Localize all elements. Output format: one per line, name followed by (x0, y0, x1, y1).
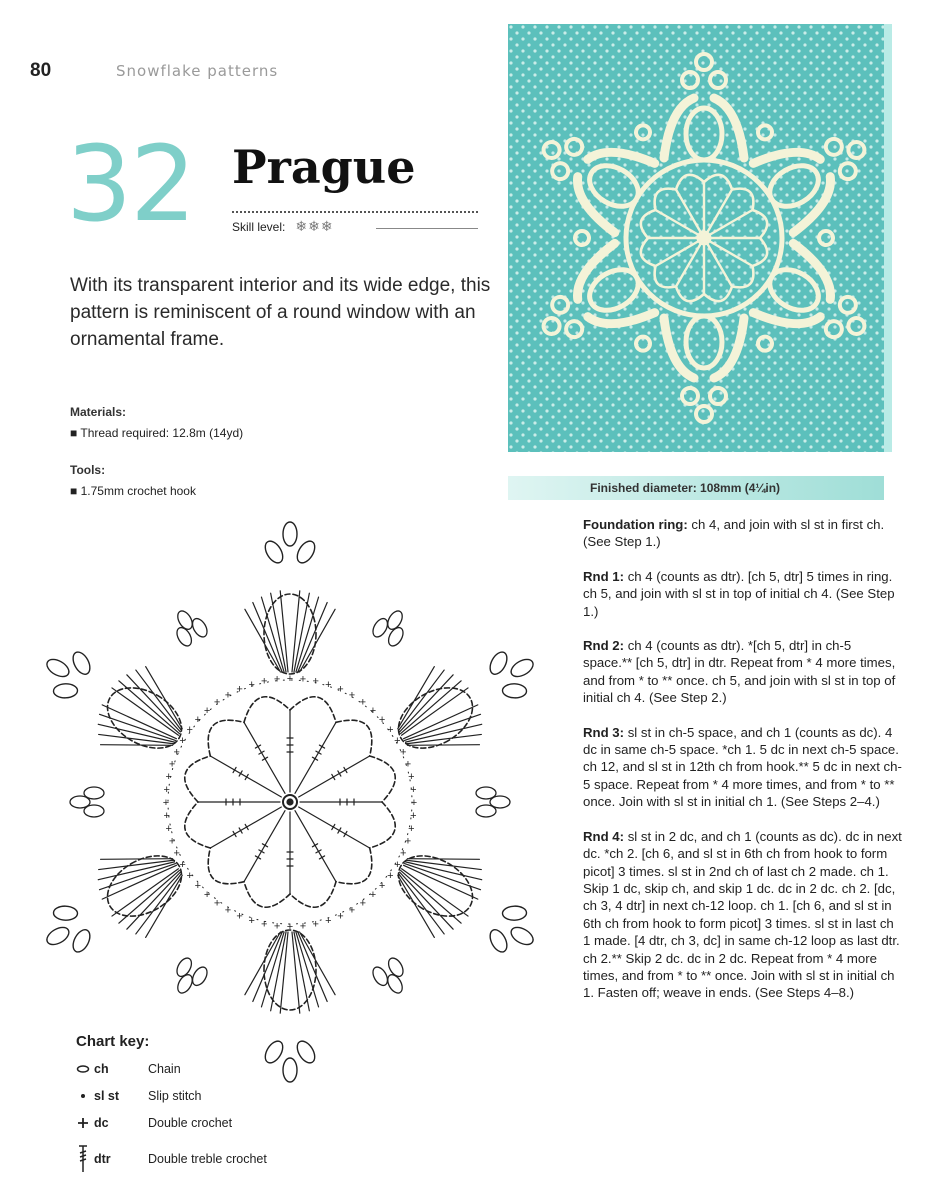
snowflake-icon: ❄ (295, 218, 309, 234)
chart-key-name: Chain (148, 1062, 181, 1076)
skill-level-label: Skill level: (232, 219, 286, 234)
dc-mark: + (162, 797, 170, 809)
dc-mark: + (325, 679, 332, 692)
side-picot-cluster (167, 956, 210, 1000)
dc-mark: + (387, 724, 394, 737)
dc-mark: + (248, 679, 255, 692)
chain-arc (370, 756, 396, 802)
plus-icon (72, 1116, 94, 1130)
chart-key-name: Slip stitch (148, 1089, 202, 1103)
chain-arc (185, 756, 211, 802)
picot (44, 924, 72, 948)
chain-arc (244, 697, 290, 723)
dtr-spoke (244, 811, 285, 882)
dc-mark: + (168, 835, 176, 848)
picot (370, 616, 390, 639)
dc-mark: + (236, 683, 243, 696)
dc-mark: + (165, 771, 172, 784)
dc-mark: + (378, 879, 386, 892)
pattern-number: 32 (66, 123, 195, 245)
instructions (583, 516, 903, 1019)
dot-icon (72, 1091, 94, 1101)
chart-arm (245, 930, 335, 1082)
title-divider (232, 211, 478, 213)
picot (385, 608, 405, 631)
dc-mark: + (394, 735, 401, 747)
dc-mark: + (179, 859, 186, 871)
fan-dtr (261, 597, 284, 672)
picot (70, 649, 94, 677)
chain-arc (208, 848, 244, 884)
instruction-heading: Rnd 1: (583, 568, 625, 584)
instruction-heading: Rnd 4: (583, 828, 625, 844)
dtr-stitch-icon (72, 1144, 94, 1174)
dc-mark: + (299, 920, 307, 933)
dc-mark: + (168, 758, 176, 771)
dc-mark: + (163, 809, 170, 822)
chart-key-name: Double treble crochet (148, 1152, 267, 1166)
dc-mark: + (325, 914, 332, 927)
dc-mark: + (286, 921, 294, 933)
ch12-loop (264, 930, 316, 1010)
dc-mark: + (213, 897, 221, 910)
chain-arc (336, 720, 372, 756)
chain-arc (336, 848, 372, 884)
tools-label: Tools: (70, 463, 106, 477)
dc-mark: + (369, 889, 377, 902)
picot (508, 924, 536, 948)
dc-mark: + (400, 847, 407, 860)
chart-key-title: Chart key: (76, 1033, 150, 1050)
materials-label: Materials: (70, 405, 127, 419)
chart-key-abbr: dtr (94, 1152, 111, 1166)
picot (53, 906, 77, 921)
dc-mark: + (359, 696, 367, 709)
dc-mark: + (203, 704, 211, 717)
picot (70, 927, 94, 955)
fan-dtr (296, 597, 319, 672)
dc-mark: + (273, 673, 281, 686)
chart-key-item (72, 1062, 181, 1076)
side-picot-cluster (70, 787, 104, 817)
snowflake-photo (508, 24, 884, 452)
dc-mark: + (410, 784, 417, 797)
dc-mark: + (248, 914, 255, 927)
dtr-spoke (244, 722, 285, 793)
dc-mark: + (348, 689, 356, 702)
chain-arc (185, 802, 211, 848)
chart-key-abbr: dc (94, 1116, 109, 1130)
dc-mark: + (410, 809, 417, 822)
skill-level (232, 218, 334, 235)
dc-mark: + (261, 918, 268, 931)
chain-arc (290, 697, 336, 723)
dc-mark: + (400, 746, 407, 759)
dc-mark: + (378, 714, 386, 727)
picot (70, 796, 90, 808)
snowflake-icon: ❄ (308, 218, 321, 234)
dc-mark: + (387, 869, 394, 882)
dc-mark: + (312, 675, 319, 688)
chart-key-item (72, 1144, 267, 1174)
dc-mark: + (408, 771, 415, 784)
materials-item-text: Thread required: 12.8m (14yd) (80, 426, 244, 440)
dc-mark: + (286, 673, 294, 685)
dtr-spoke (295, 811, 336, 882)
dc-mark: + (194, 714, 202, 727)
picot (190, 616, 210, 639)
snowflake-icon: ❄ (320, 218, 334, 234)
dc-mark: + (203, 889, 211, 902)
side-picot-cluster (476, 787, 510, 817)
instruction-heading: Foundation ring: (583, 517, 688, 532)
dc-mark: + (273, 920, 281, 933)
dc-mark: + (261, 675, 268, 688)
picot (190, 965, 210, 988)
chart-key-name: Double crochet (148, 1116, 233, 1130)
picot (508, 656, 536, 680)
dc-mark: + (224, 689, 232, 702)
dc-mark: + (337, 910, 344, 923)
dc-mark: + (404, 835, 412, 848)
chain-arc (208, 720, 244, 756)
chain-arc (290, 882, 336, 908)
chain-arc (244, 882, 290, 908)
pattern-name: Prague (232, 140, 416, 194)
picot (294, 1038, 319, 1066)
center-dot (287, 799, 293, 805)
side-picot-cluster (370, 956, 413, 1000)
dc-mark: + (410, 797, 418, 809)
dc-mark: + (408, 822, 415, 835)
picot (262, 538, 287, 566)
picot (175, 972, 195, 995)
dc-mark: + (213, 696, 221, 709)
instruction-text: ch 4 (counts as dtr). [ch 5, dtr] 5 times in ring. ch 5, and join with sl st in top of initial ch 4. (See Step 1.) (583, 568, 895, 619)
instruction-paragraph (583, 568, 903, 620)
photo-edge (884, 24, 892, 452)
dtr-spoke (299, 756, 370, 797)
dc-mark: + (236, 910, 243, 923)
ch12-loop (264, 594, 316, 674)
instruction-text: ch 4 (counts as dtr). *[ch 5, dtr] in ch-5 space.** [ch 5, dtr] in dtr. Repeat from * 4 more times, and from * to ** once. ch 5, and join with sl st in top of initial ch 4. (See Step 2.) (583, 638, 896, 706)
dc-mark: + (194, 879, 202, 892)
dc-mark: + (404, 758, 412, 771)
section-title: Snowflake patterns (116, 62, 279, 80)
instruction-paragraph (583, 828, 903, 1002)
instruction-paragraph (583, 516, 903, 551)
dc-mark: + (299, 673, 307, 686)
dc-mark: + (359, 897, 367, 910)
chain-oval-icon (72, 1064, 94, 1074)
side-picot-cluster (167, 604, 210, 648)
tools-item: ■ 1.75mm crochet hook (70, 484, 196, 498)
instruction-paragraph (583, 637, 903, 707)
chart-key-item (72, 1089, 202, 1103)
skill-divider (376, 228, 478, 229)
chain-arc (370, 802, 396, 848)
chart-key-abbr: sl st (94, 1089, 120, 1103)
picot (370, 965, 390, 988)
picot (502, 683, 526, 698)
fan-dtr (296, 932, 319, 1007)
dtr-spoke (299, 807, 370, 848)
dc-mark: + (179, 735, 186, 747)
dc-mark: + (348, 904, 356, 917)
materials-item: ■ Thread required: 12.8m (14yd) (70, 426, 244, 440)
dc-mark: + (337, 683, 344, 696)
picot (44, 656, 72, 680)
picot (487, 927, 511, 955)
dc-mark: + (173, 746, 180, 759)
picot (385, 972, 405, 995)
picot (53, 683, 77, 698)
dc-mark: + (224, 904, 232, 917)
picot (487, 649, 511, 677)
instruction-text: ch 4, and join with sl st in first ch. (See Step 1.) (583, 517, 885, 550)
page-number: 80 (30, 60, 52, 81)
dtr-spoke (210, 807, 281, 848)
chart-arm (245, 522, 335, 674)
finished-diameter: Finished diameter: 108mm (4¼in) (590, 481, 781, 495)
instruction-paragraph (583, 724, 903, 811)
dtr-spoke (295, 722, 336, 793)
skill-level-rating (295, 218, 333, 235)
fan-dtr (261, 932, 284, 1007)
picot (262, 1038, 287, 1066)
instruction-heading: Rnd 3: (583, 724, 625, 740)
instruction-heading: Rnd 2: (583, 638, 625, 654)
picot (294, 538, 319, 566)
chart-key-item (72, 1116, 232, 1130)
chart-key-abbr: ch (94, 1062, 109, 1076)
dc-mark: + (163, 784, 170, 797)
dc-mark: + (186, 724, 193, 737)
dc-mark: + (186, 869, 193, 882)
picot (502, 906, 526, 921)
dtr-spoke (210, 756, 281, 797)
dc-mark: + (165, 822, 172, 835)
tools-item-text: 1.75mm crochet hook (80, 484, 196, 498)
dc-mark: + (394, 859, 401, 871)
picot (283, 1058, 297, 1082)
dc-mark: + (369, 704, 377, 717)
instruction-text: sl st in 2 dc, and ch 1 (counts as dc). dc in next dc. *ch 2. [ch 6, and sl st in 6th ch from hook to form picot] 3 times. sl st in 2nd ch of last ch 2 made. ch 1. Skip 1 dc, skip ch, and skip 1 dc. dc in 2 dc. ch 2. [dc, ch 3, 4 dtr] in next ch-12 loop. ch 1. [ch 6, and sl st in 6th ch from hook to form picot] 3 times. sl st in last ch 1 made. [4 dtr, ch 3, dc] in same ch-12 loop as last dtr. ch 2.** Skip 2 dc. dc in 2 dc. Repeat from * 4 more times, and from * to ** once. Join with sl st in initial ch 1. Fasten off; weave in ends. (See Steps 4–8.) (583, 828, 902, 1001)
intro-text: With its transparent interior and its wide edge, this pattern is reminiscent of a round window with an ornamental frame. (70, 275, 491, 350)
picot (490, 796, 510, 808)
dc-mark: + (173, 847, 180, 860)
side-picot-cluster (370, 604, 413, 648)
picot (283, 522, 297, 546)
instruction-text: sl st in ch-5 space, and ch 1 (counts as dc). 4 dc in same ch-5 space. *ch 1. 5 dc in next ch-5 space. ch 12, and sl st in 12th ch from hook.** 5 dc in next ch-5 space. Repeat from * 4 more times, and from * to ** once. Join with sl st in initial ch 1. (See Steps 2–4.) (583, 724, 902, 810)
picot (175, 608, 195, 631)
dc-mark: + (312, 918, 319, 931)
